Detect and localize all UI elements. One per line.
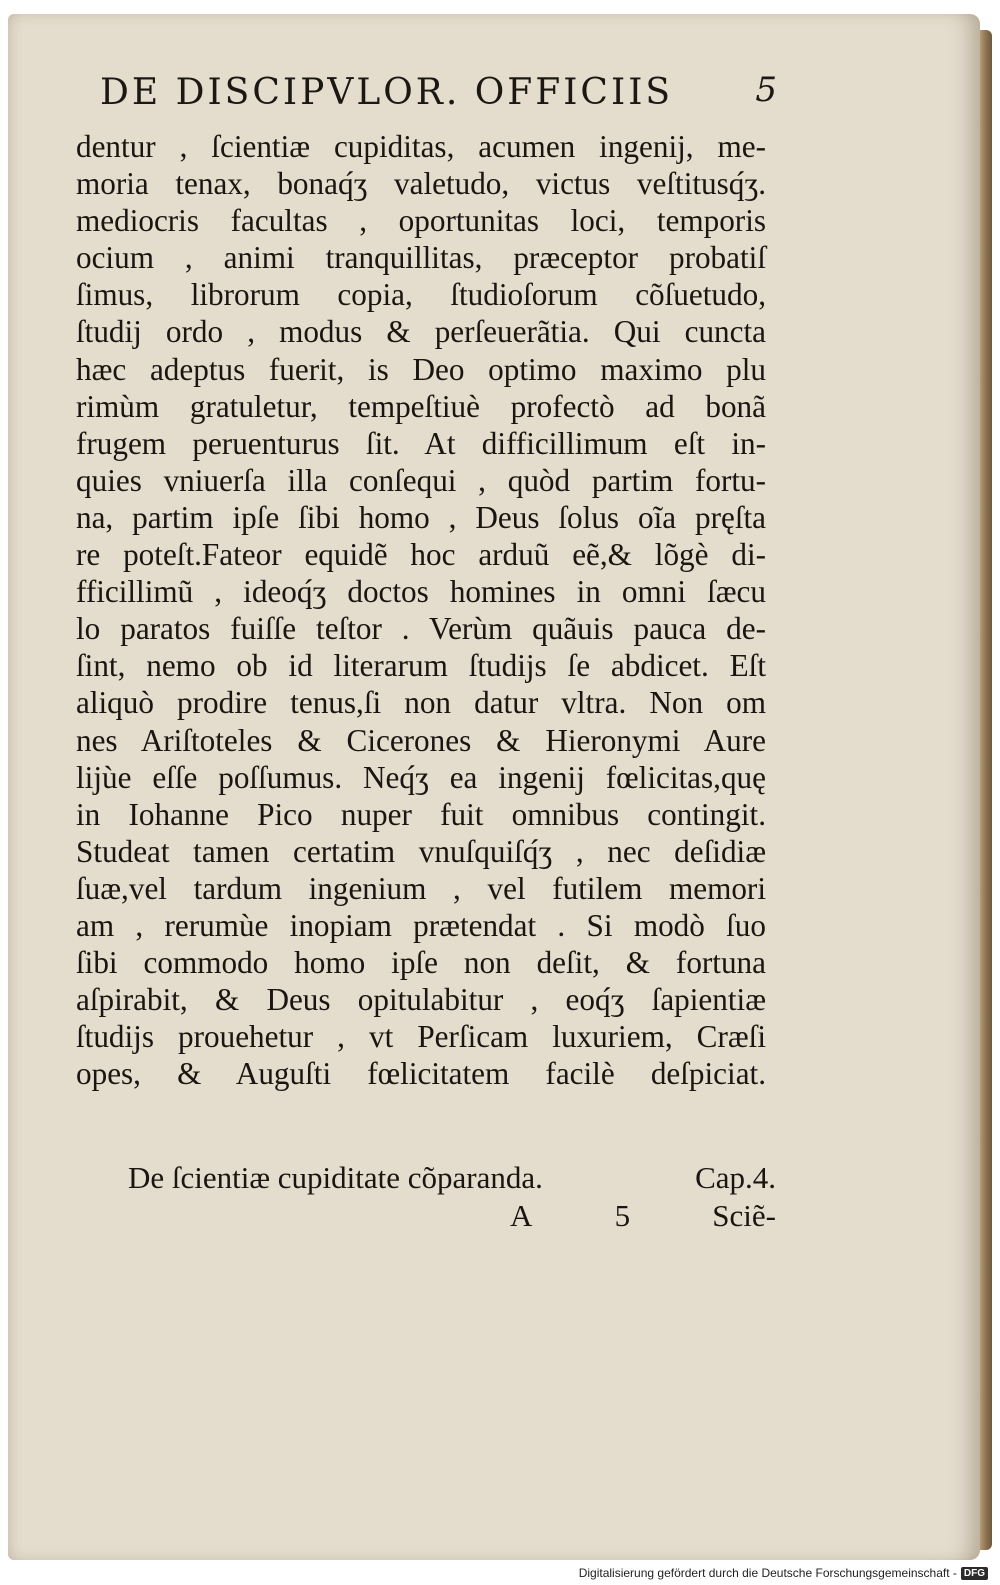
dfg-logo: DFG [961,1567,988,1580]
page-edge [980,30,992,1550]
text-line: ſuæ,vel tardum ingenium , vel futilem memori [76,870,766,906]
signature-number: 5 [614,1198,631,1233]
text-line: aſpirabit, & Deus opitulabitur , eoq́ʒ ſapientiæ [76,982,766,1018]
footer-text: Digitalisierung gefördert durch die Deutsche Forschungsgemeinschaft - [578,1566,957,1580]
text-line: ſibi commodo homo ipſe non deſit, & fortuna [76,945,766,981]
text-line: lo paratos fuiſſe teſtor . Verùm quãuis pauca de- [76,611,766,647]
text-line: na, partim ipſe ſibi homo , Deus ſolus oĩa pręſta [76,499,766,535]
text-line: moria tenax, bonaq́ʒ valetudo, victus veſtitusq́ʒ. [76,166,766,202]
text-line: ocium , animi tranquillitas, præceptor probatiſ [76,240,766,276]
text-line: lijùe eſſe poſſumus. Neq́ʒ ea ingenij fœlicitas,quę [76,759,766,795]
chapter-heading [128,1160,776,1196]
text-line: aliquò prodire tenus,ſi non datur vltra. Non om [76,685,766,721]
catchline [510,1198,776,1234]
text-line: ſtudij ordo , modus & perſeuerãtia. Qui cuncta [76,314,766,350]
running-title: DE DISCIPVLOR. OFFICIIS [100,72,674,113]
text-line: ſint, nemo ob id literarum ſtudijs ſe abdicet. Eſt [76,648,766,684]
text-line: hæc adeptus fuerit, is Deo optimo maximo plu [76,351,766,387]
text-line: Studeat tamen certatim vnuſquiſq́ʒ , nec deſidiæ [76,833,766,869]
text-line: frugem peruenturus ſit. At difficillimum eſt in- [76,425,766,461]
text-line: dentur , ſcientiæ cupiditas, acumen ingenij, me- [76,129,766,164]
signature-mark: A [510,1198,533,1233]
folio-number: 5 [755,70,780,110]
text-line: in Iohanne Pico nuper fuit omnibus contingit. [76,796,766,832]
text-line: nes Ariſtoteles & Cicerones & Hieronymi Aure [76,722,766,758]
body-text [76,128,766,1092]
text-line: rimùm gratuletur, tempeſtiuè profectò ad bonã [76,388,766,424]
text-line: quies vniuerſa illa conſequi , quòd partim fortu- [76,462,766,498]
text-line: mediocris facultas , oportunitas loci, temporis [76,203,766,239]
text-line: ſtudijs prouehetur , vt Perſicam luxuriem, Cræſi [76,1019,766,1055]
running-header [100,72,780,113]
text-line: fficillimũ , ideoq́ʒ doctos homines in omni ſæcu [76,574,766,610]
text-line: re poteſt.Fateor equidẽ hoc arduũ eẽ,& lõgè di- [76,537,766,573]
text-line: opes, & Auguſti fœlicitatem facilè deſpiciat. [76,1056,766,1092]
digitization-footer [579,1566,988,1580]
text-line: am , rerumùe inopiam prætendat . Si modò ſuo [76,907,766,943]
text-line: ſimus, librorum copia, ſtudioſorum cõſuetudo, [76,277,766,313]
catchword: Sciẽ- [712,1198,776,1233]
chapter-title: De ſcientiæ cupiditate cõparanda. [128,1160,543,1195]
chapter-number: Cap.4. [695,1160,776,1195]
